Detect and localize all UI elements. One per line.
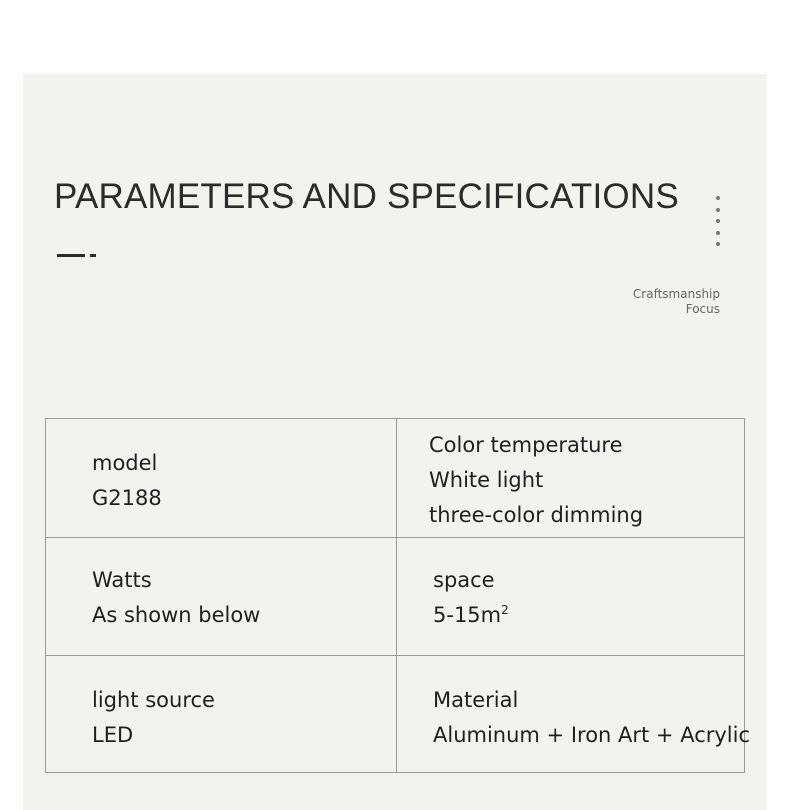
tagline-line-2: Focus [685,302,720,316]
table-row [46,537,744,656]
model-value: G2188 [92,486,162,510]
title-underline-dash [57,254,85,257]
title-underline-dot [90,254,96,257]
watts-value: As shown below [92,603,261,627]
dot [716,196,720,200]
table-row [46,419,744,537]
space-unit-superscript: 2 [501,603,509,617]
light-source-label: light source [92,688,215,712]
specifications-table [45,418,751,773]
column-divider [396,538,397,656]
model-label: model [92,451,158,475]
color-temperature-label: Color temperature [429,433,623,457]
dot [716,231,720,235]
tagline [633,287,720,317]
color-temperature-cell [429,428,643,533]
tagline-line-1: Craftsmanship [632,287,720,301]
space-label: space [433,568,495,592]
table-row [46,655,751,773]
column-divider [396,419,397,537]
light-source-value: LED [92,723,134,747]
space-value-text: 5-15m [433,603,502,627]
dot [716,242,720,246]
dot [716,219,720,223]
light-source-cell [92,683,215,753]
watts-cell [92,563,260,633]
space-cell [433,563,509,633]
color-temperature-line-1: White light [429,468,544,492]
watts-label: Watts [92,568,152,592]
model-cell [92,446,162,516]
material-label: Material [433,688,519,712]
vertical-dots-decoration [716,196,722,248]
color-temperature-line-2: three-color dimming [429,503,644,527]
column-divider [396,656,397,773]
material-value: Aluminum + Iron Art + Acrylic [433,723,751,747]
dot [716,208,720,212]
space-value [433,598,509,633]
material-cell [433,683,750,753]
page-title: PARAMETERS AND SPECIFICATIONS [54,177,679,216]
